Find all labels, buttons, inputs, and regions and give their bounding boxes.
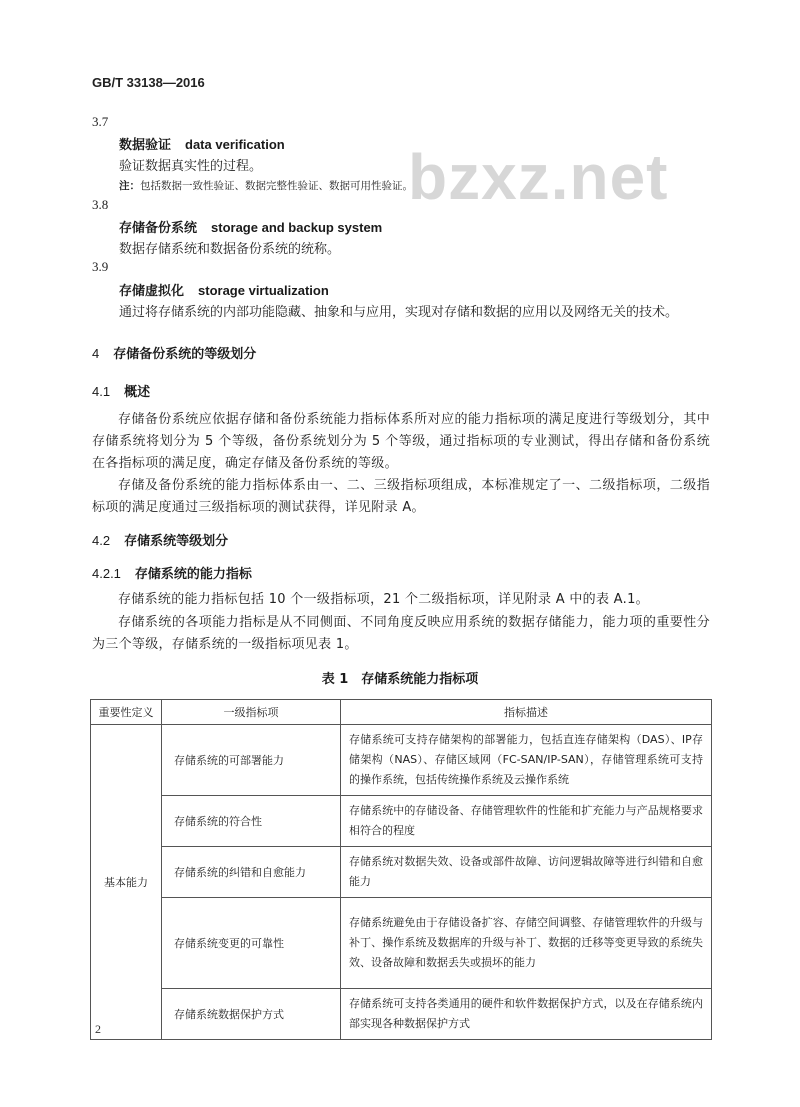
- paragraph: 存储系统的能力指标包括 10 个一级指标项，21 个二级指标项，详见附录 A 中的表 A.1。: [118, 592, 649, 607]
- section-number: 4.2.1: [92, 566, 121, 581]
- table-header-row: [91, 700, 712, 725]
- table-caption: 表 1 存储系统能力指标项: [321, 672, 479, 687]
- term-en: data verification: [185, 137, 285, 152]
- page-number: 2: [95, 1022, 101, 1036]
- term-definition: 数据存储系统和数据备份系统的统称。: [119, 242, 341, 257]
- table-row: [91, 989, 712, 1040]
- section-heading: [92, 381, 150, 400]
- note-text: 包括数据一致性验证、数据完整性验证、数据可用性验证。: [140, 180, 413, 192]
- description-cell: 存储系统中的存储设备、存储管理软件的性能和扩充能力与产品规格要求相符合的程度: [341, 796, 712, 847]
- paragraph: 存储及备份系统的能力指标体系由一、二、三级指标项组成，本标准规定了一、二级指标项，二级指标项的满足度通过三级指标项的测试获得，详见附录 A。: [92, 478, 710, 515]
- indicator-cell: 存储系统变更的可靠性: [162, 898, 341, 989]
- term-title: [119, 134, 285, 153]
- term-number: 3.7: [92, 114, 109, 129]
- paragraph: 存储系统的各项能力指标是从不同侧面、不同角度反映应用系统的数据存储能力，能力项的重要性分为三个等级，存储系统的一级指标项见表 1。: [92, 615, 710, 652]
- column-header: 重要性定义: [91, 700, 162, 725]
- term-en: storage virtualization: [198, 283, 329, 298]
- description-cell: 存储系统对数据失效、设备或部件故障、访问逻辑故障等进行纠错和自愈能力: [341, 847, 712, 898]
- indicator-cell: 存储系统数据保护方式: [162, 989, 341, 1040]
- term-definition: 验证数据真实性的过程。: [119, 159, 263, 174]
- table-row: [91, 847, 712, 898]
- description-cell: 存储系统可支持各类通用的硬件和软件数据保护方式，以及在存储系统内部实现各种数据保护方式: [341, 989, 712, 1040]
- term-title: [119, 280, 329, 299]
- term-note: [119, 178, 413, 193]
- category-cell: 基本能力: [91, 725, 162, 1040]
- indicator-cell: 存储系统的可部署能力: [162, 725, 341, 796]
- term-title: [119, 217, 382, 236]
- term-number: 3.8: [92, 197, 109, 212]
- column-header: 指标描述: [341, 700, 712, 725]
- section-title: 概述: [124, 385, 151, 400]
- term-zh: 数据验证: [119, 138, 172, 153]
- term-en: storage and backup system: [211, 220, 383, 235]
- watermark: bzxz.net: [408, 141, 669, 213]
- table-row: [91, 725, 712, 796]
- section-number: 4.2: [92, 533, 111, 548]
- indicator-cell: 存储系统的符合性: [162, 796, 341, 847]
- section-title: 存储备份系统的等级划分: [113, 347, 257, 362]
- capability-table: [90, 699, 712, 1040]
- term-definition: 通过将存储系统的内部功能隐藏、抽象和与应用，实现对存储和数据的应用以及网络无关的技术。: [119, 305, 679, 320]
- section-heading: [92, 343, 256, 362]
- section-title: 存储系统等级划分: [124, 534, 229, 549]
- paragraph: 存储备份系统应依据存储和备份系统能力指标体系所对应的能力指标项的满足度进行等级划分，其中存储系统将划分为 5 个等级，备份系统划分为 5 个等级，通过指标项的专业测试，得出存储和备份系统在各指标项的满足度，确定存储及备份系统的等级。: [92, 412, 710, 471]
- term-zh: 存储虚拟化: [119, 284, 185, 299]
- column-header: 一级指标项: [162, 700, 341, 725]
- section-heading: [92, 563, 252, 582]
- description-cell: 存储系统可支持存储架构的部署能力，包括直连存储架构（DAS）、IP存储架构（NAS）、存储区域网（FC-SAN/IP-SAN），存储管理系统可支持的操作系统，包括传统操作系统及云操作系统: [341, 725, 712, 796]
- section-number: 4.1: [92, 384, 111, 399]
- note-label: 注：: [119, 180, 140, 192]
- section-title: 存储系统的能力指标: [134, 567, 252, 582]
- section-heading: [92, 530, 228, 549]
- term-number: 3.9: [92, 259, 109, 274]
- standard-header: GB/T 33138—2016: [92, 75, 205, 90]
- table-row: [91, 796, 712, 847]
- indicator-cell: 存储系统的纠错和自愈能力: [162, 847, 341, 898]
- section-number: 4: [92, 346, 100, 361]
- table-row: [91, 898, 712, 989]
- description-cell: 存储系统避免由于存储设备扩容、存储空间调整、存储管理软件的升级与补丁、操作系统及数据库的升级与补丁、数据的迁移等变更导致的系统失效、设备故障和数据丢失或损坏的能力: [341, 898, 712, 989]
- term-zh: 存储备份系统: [119, 221, 198, 236]
